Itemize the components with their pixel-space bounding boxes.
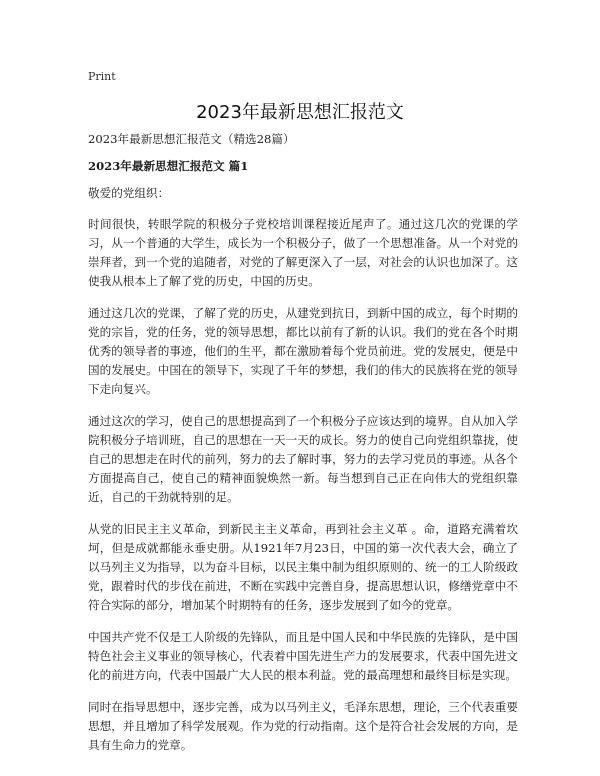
paragraph: 同时在指导思想中，逐步完善，成为以马列主义，毛泽东思想，理论，三个代表重要思想，并且增加了科学发展观。作为党的行动指南。这个是符合社会发展的方向，是具有生命力的党章。 (88, 700, 518, 752)
print-label[interactable]: Print (88, 70, 116, 83)
document-body (88, 130, 518, 768)
paragraph: 时间很快，转眼学院的积极分子党校培训课程接近尾声了。通过这几次的党课的学习，从一个普通的大学生，成长为一个积极分子，做了一个思想准备。从一个对党的崇拜者，到一个党的追随者，对党的了解更深入了一层，对社会的认识也加深了。这使我从根本上了解了党的历史，中国的历史。 (88, 217, 518, 288)
paragraph: 通过这几次的党课，了解了党的历史，从建党到抗日，到新中国的成立，每个时期的党的宗旨，党的任务，党的领导思想，都比以前有了新的认识。我们的党在各个时期优秀的领导者的事迹，他们的生平，都在激励着每个党员前进。党的发展史，便是中国的发展史。中国在的领导下，实现了千年的梦想，我们的伟大的民族将在党的领导下走向复兴。 (88, 306, 518, 396)
greeting: 敬爱的党组织： (88, 186, 170, 200)
document-subtitle: 2023年最新思想汇报范文（精选28篇） (88, 132, 295, 146)
paragraph: 通过这次的学习，使自己的思想提高到了一个积极分子应该达到的境界。自从加入学院积极分子培训班，自己的思想在一天一天的成长。努力的使自己向党组织靠拢，使自己的思想走在时代的前列，努力的去了解时事，努力的去学习党员的事迹。从各个方面提高自己，使自己的精神面貌焕然一新。每当想到自己正在向伟大的党组织靠近，自己的干劲就特别的足。 (88, 414, 518, 504)
paragraph: 中国共产党不仅是工人阶级的先锋队，而且是中国人民和中华民族的先锋队，是中国特色社会主义事业的领导核心，代表着中国先进生产力的发展要求，代表中国先进文化的前进方向，代表中国最广大人民的根本利益。党的最高理想和最终目标是实现。 (88, 630, 518, 682)
paragraph: 从党的旧民主主义革命，到新民主主义革命，再到社会主义革 。命，道路充满着坎坷，但是成就都能永垂史册。从1921年7月23日，中国的第一次代表大会，确立了以马列主义为指导，以为奋斗目标，以民主集中制为组织原则的、统一的工人阶级政党，跟着时代的步伐在前进，不断在实践中完善自身，提高思想认识，修缮党章中不符合实际的部分，增加某个时期特有的任务，逐步发展到了如今的党章。 (88, 522, 518, 612)
document-title: 2023年最新思想汇报范文 (196, 102, 404, 123)
section-heading: 2023年最新思想汇报范文 篇1 (88, 159, 249, 173)
